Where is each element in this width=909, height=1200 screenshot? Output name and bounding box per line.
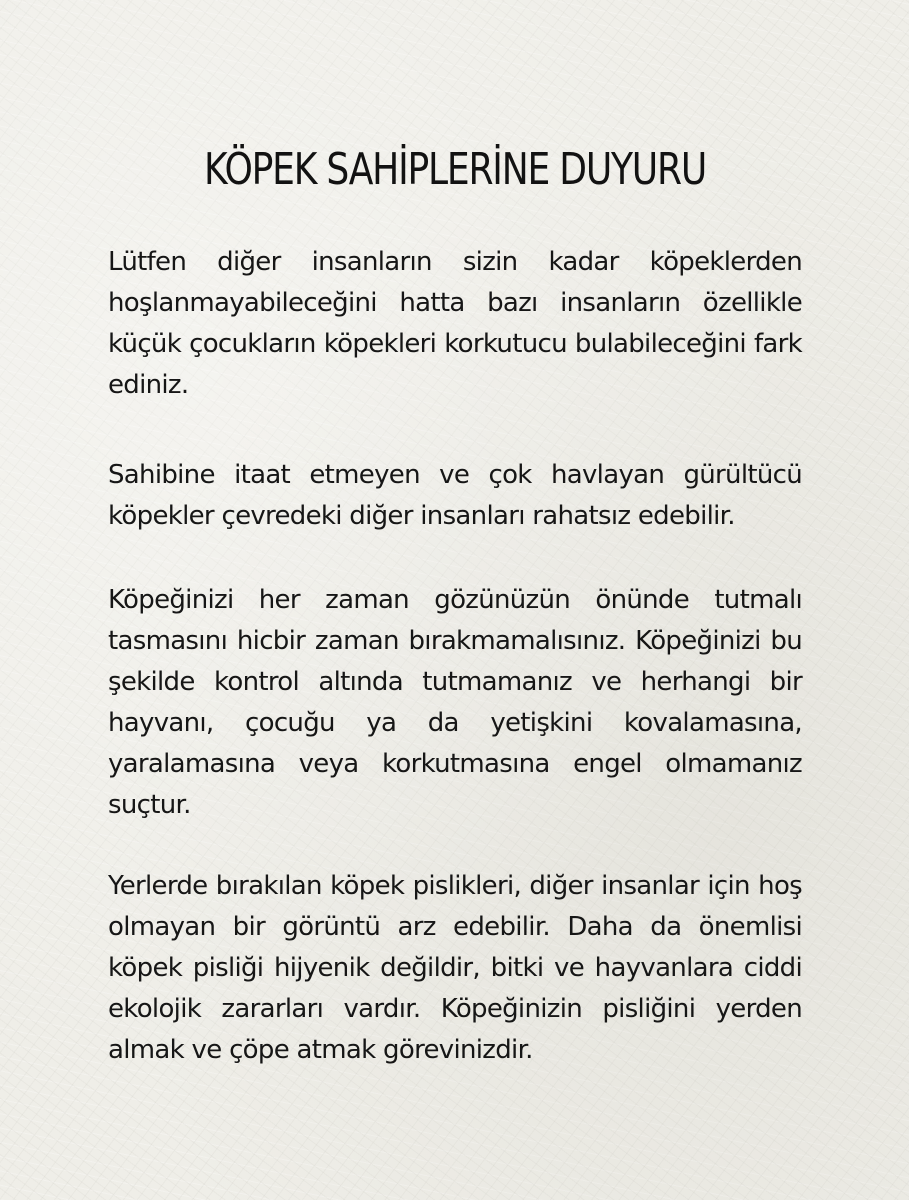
notice-title: KÖPEK SAHİPLERİNE DUYURU (203, 144, 707, 195)
paragraph-leash: Köpeğinizi her zaman gözünüzün önünde tutmalı tasmasını hicbir zaman bırakmamalısınız. Köpeğinizi bu şekilde kontrol altında tutmamanız ve herhangi bir hayvanı, çocuğu ya da yetişkini kovalamasına, yaralamasına veya korkutmasına engel olmamanız suçtur. (108, 585, 802, 820)
notice-document (108, 130, 802, 1065)
paragraph-barking: Sahibine itaat etmeyen ve çok havlayan gürültücü köpekler çevredeki diğer insanları rahatsız edebilir. (108, 460, 802, 531)
paragraph-waste: Yerlerde bırakılan köpek pislikleri, diğer insanlar için hoş olmayan bir görüntü arz edebilir. Daha da önemlisi köpek pisliği hijyenik değildir, bitki ve hayvanlara ciddi ekolojik zararları vardır. Köpeğinizin pisliğini yerden almak ve çöpe atmak görevinizdir. (108, 871, 802, 1065)
paragraph-intro: Lütfen diğer insanların sizin kadar köpeklerden hoşlanmayabileceğini hatta bazı insanların özellikle küçük çocukların köpekleri korkutucu bulabileceğini fark ediniz. (108, 247, 802, 400)
